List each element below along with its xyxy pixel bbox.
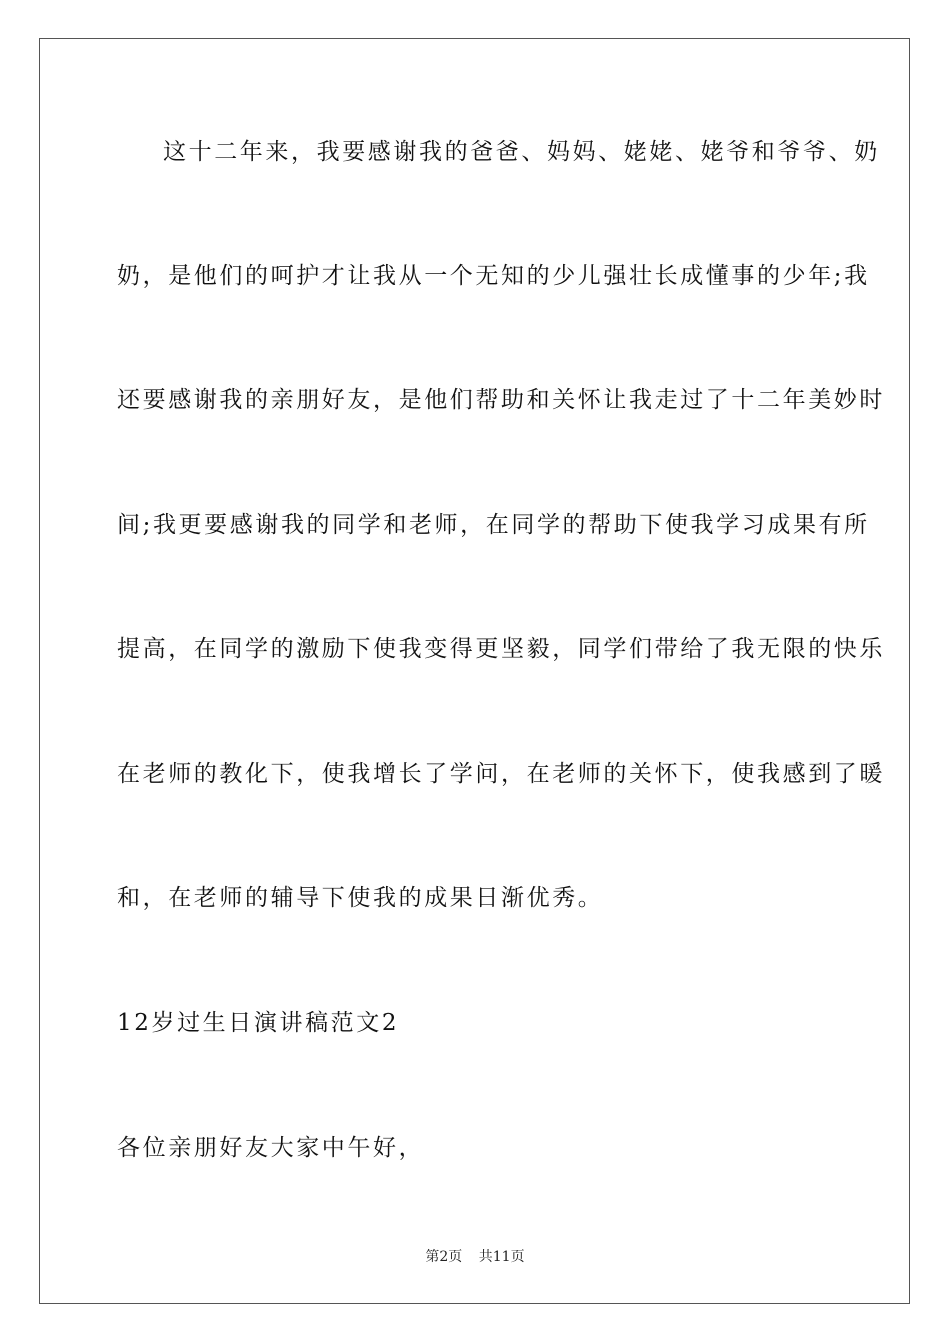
section-heading: 12岁过生日演讲稿范文2 bbox=[117, 1010, 400, 1036]
greeting-line: 各位亲朋好友大家中午好， bbox=[117, 1135, 425, 1161]
paragraph-line: 和，在老师的辅导下使我的成果日渐优秀。 bbox=[117, 885, 604, 911]
paragraph-line: 提高，在同学的激励下使我变得更坚毅，同学们带给了我无限的快乐 bbox=[117, 636, 885, 662]
paragraph-line: 还要感谢我的亲朋好友，是他们帮助和关怀让我走过了十二年美妙时 bbox=[117, 387, 885, 413]
paragraph-line: 这十二年来，我要感谢我的爸爸、妈妈、姥姥、姥爷和爷爷、奶 bbox=[163, 139, 880, 165]
page-number: 第2页 bbox=[425, 1249, 463, 1265]
page-frame bbox=[39, 38, 910, 1304]
paragraph-line: 奶，是他们的呵护才让我从一个无知的少儿强壮长成懂事的少年;我 bbox=[117, 263, 870, 289]
page-footer bbox=[0, 1248, 950, 1266]
paragraph-line: 间;我更要感谢我的同学和老师，在同学的帮助下使我学习成果有所 bbox=[117, 512, 870, 538]
paragraph-line: 在老师的教化下，使我增长了学问，在老师的关怀下，使我感到了暖 bbox=[117, 761, 885, 787]
total-pages: 共11页 bbox=[478, 1249, 525, 1265]
